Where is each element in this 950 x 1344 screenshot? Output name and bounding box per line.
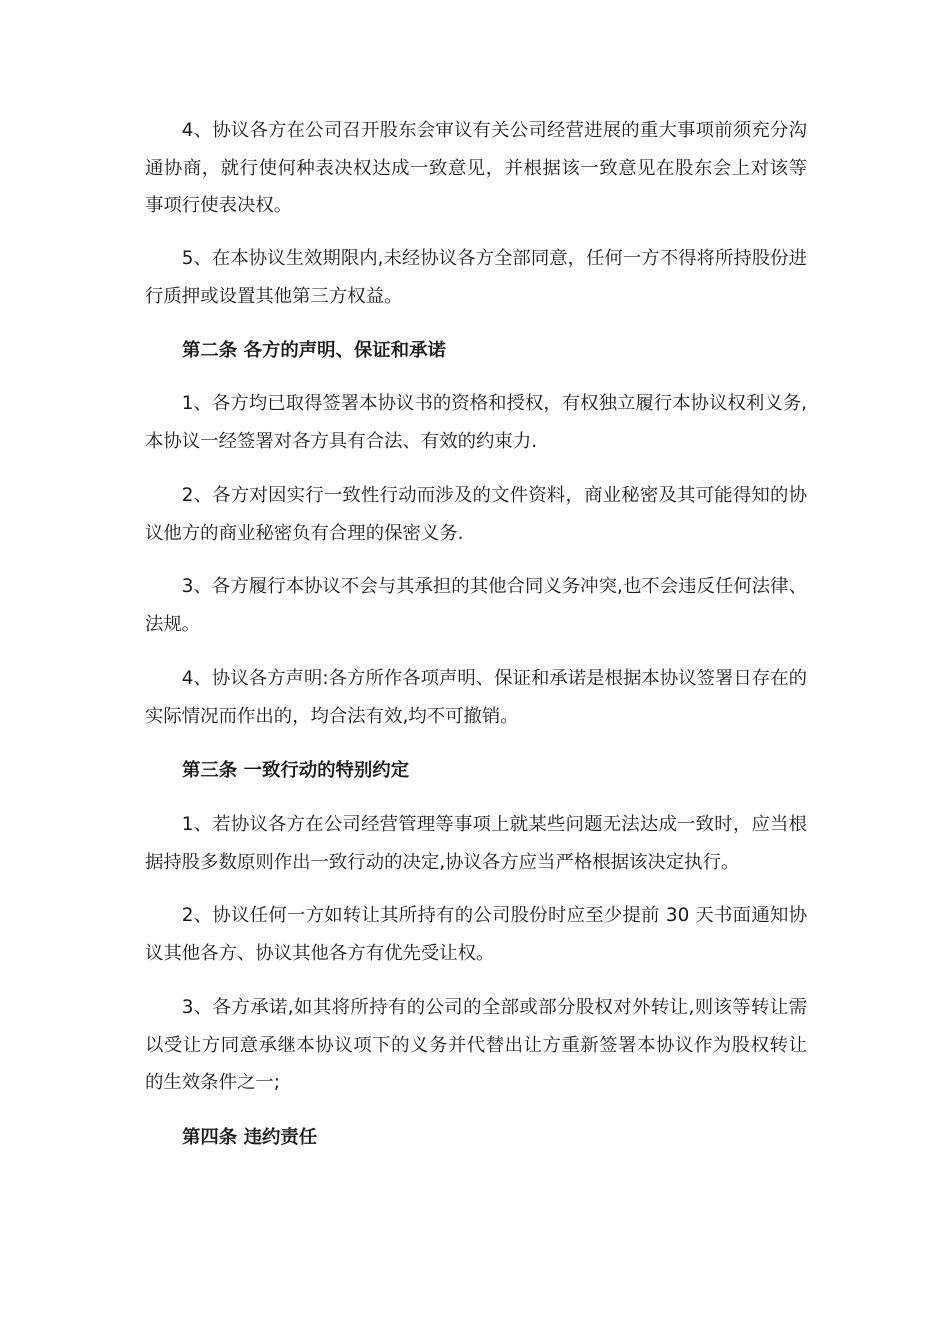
article2-heading: 第二条 各方的声明、保证和承诺 <box>182 340 446 361</box>
article2-clause3: 3、各方履行本协议不会与其承担的其他合同义务冲突,也不会违反任何法律、法规。 <box>145 576 807 635</box>
article4-heading: 第四条 违约责任 <box>182 1127 318 1148</box>
article3-clause3: 3、各方承诺,如其将所持有的公司的全部或部分股权对外转让,则该等转让需以受让方同意承继本协议项下的义务并代替出让方重新签署本协议作为股权转让的生效条件之一; <box>145 997 807 1094</box>
article3-clause2: 2、协议任何一方如转让其所持有的公司股份时应至少提前 30 天书面通知协议其他各方、协议其他各方有优先受让权。 <box>145 905 807 964</box>
article2-clause2: 2、各方对因实行一致性行动而涉及的文件资料，商业秘密及其可能得知的协议他方的商业秘密负有合理的保密义务. <box>145 485 807 544</box>
article1-clause4: 4、协议各方在公司召开股东会审议有关公司经营进展的重大事项前须充分沟通协商，就行使何种表决权达成一致意见，并根据该一致意见在股东会上对该等事项行使表决权。 <box>145 120 807 217</box>
article3-heading: 第三条 一致行动的特别约定 <box>182 760 410 781</box>
article3-clause1: 1、若协议各方在公司经营管理等事项上就某些问题无法达成一致时，应当根据持股多数原则作出一致行动的决定,协议各方应当严格根据该决定执行。 <box>145 814 807 873</box>
article2-clause1: 1、各方均已取得签署本协议书的资格和授权，有权独立履行本协议权利义务,本协议一经签署对各方具有合法、有效的约束力. <box>145 393 807 452</box>
article1-clause5: 5、在本协议生效期限内,未经协议各方全部同意，任何一方不得将所持股份进行质押或设置其他第三方权益。 <box>145 248 807 307</box>
article2-clause4: 4、协议各方声明:各方所作各项声明、保证和承诺是根据本协议签署日存在的实际情况而作出的，均合法有效,均不可撤销。 <box>145 668 807 727</box>
